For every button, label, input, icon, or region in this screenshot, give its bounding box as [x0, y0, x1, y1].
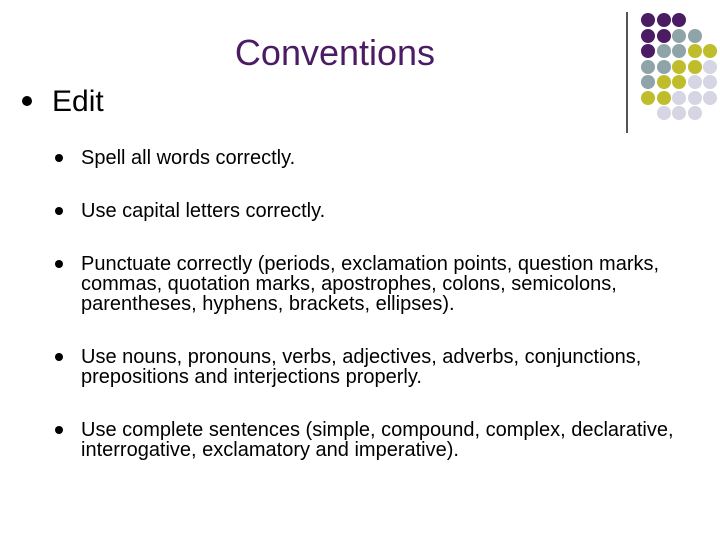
- decor-dot: [657, 29, 671, 43]
- decor-dot: [672, 60, 686, 74]
- decor-dot: [688, 91, 702, 105]
- sub-bullet: [55, 254, 715, 314]
- sub-bullet: [55, 201, 715, 221]
- sub-bullet: [55, 148, 715, 168]
- decor-dot: [688, 44, 702, 58]
- decor-dot: [672, 75, 686, 89]
- bullet-edit: [22, 84, 104, 120]
- bullet-dot-icon: [22, 96, 32, 106]
- decor-dot: [641, 60, 655, 74]
- sub-bullet-text: Punctuate correctly (periods, exclamation points, question marks, commas, quotation marks, apostrophes, colons, semicolons, parentheses, hyphens, brackets, ellipses).: [81, 253, 660, 315]
- bullet-dot-icon: [55, 154, 63, 162]
- bullet-edit-label: Edit: [52, 85, 104, 118]
- sub-bullet: [55, 347, 715, 387]
- sub-bullet: [55, 420, 715, 460]
- decor-dot: [657, 13, 671, 27]
- decor-dot: [688, 75, 702, 89]
- divider-line: [626, 12, 628, 133]
- decor-dot: [672, 29, 686, 43]
- bullet-dot-icon: [55, 207, 63, 215]
- decor-dot: [657, 60, 671, 74]
- decor-dot: [672, 91, 686, 105]
- decor-dot: [641, 91, 655, 105]
- bullet-dot-icon: [55, 426, 63, 434]
- decor-dot: [657, 44, 671, 58]
- decor-dot: [657, 106, 671, 120]
- decor-dot: [641, 44, 655, 58]
- decor-dot: [672, 44, 686, 58]
- sub-bullet-list: [55, 148, 715, 460]
- decor-dot: [688, 106, 702, 120]
- dot-grid-decoration: [0, 0, 720, 140]
- decor-dot: [672, 13, 686, 27]
- slide-title: Conventions: [234, 32, 436, 73]
- decor-dot: [703, 44, 717, 58]
- decor-dot: [657, 75, 671, 89]
- sub-bullet-text: Use nouns, pronouns, verbs, adjectives, adverbs, conjunctions, prepositions and interjections properly.: [81, 346, 642, 388]
- decor-dot: [703, 91, 717, 105]
- decor-dot: [688, 60, 702, 74]
- sub-bullet-text: Use capital letters correctly.: [81, 200, 326, 222]
- bullet-dot-icon: [55, 260, 63, 268]
- decor-dot: [641, 75, 655, 89]
- sub-bullet-text: Spell all words correctly.: [81, 147, 296, 169]
- decor-dot: [672, 106, 686, 120]
- decor-dot: [657, 91, 671, 105]
- decor-dot: [703, 75, 717, 89]
- decor-dot: [703, 60, 717, 74]
- decor-dot: [688, 29, 702, 43]
- decor-dot: [641, 13, 655, 27]
- sub-bullet-text: Use complete sentences (simple, compound, complex, declarative, interrogative, exclamatory and imperative).: [81, 419, 674, 461]
- decor-dot: [641, 29, 655, 43]
- bullet-dot-icon: [55, 353, 63, 361]
